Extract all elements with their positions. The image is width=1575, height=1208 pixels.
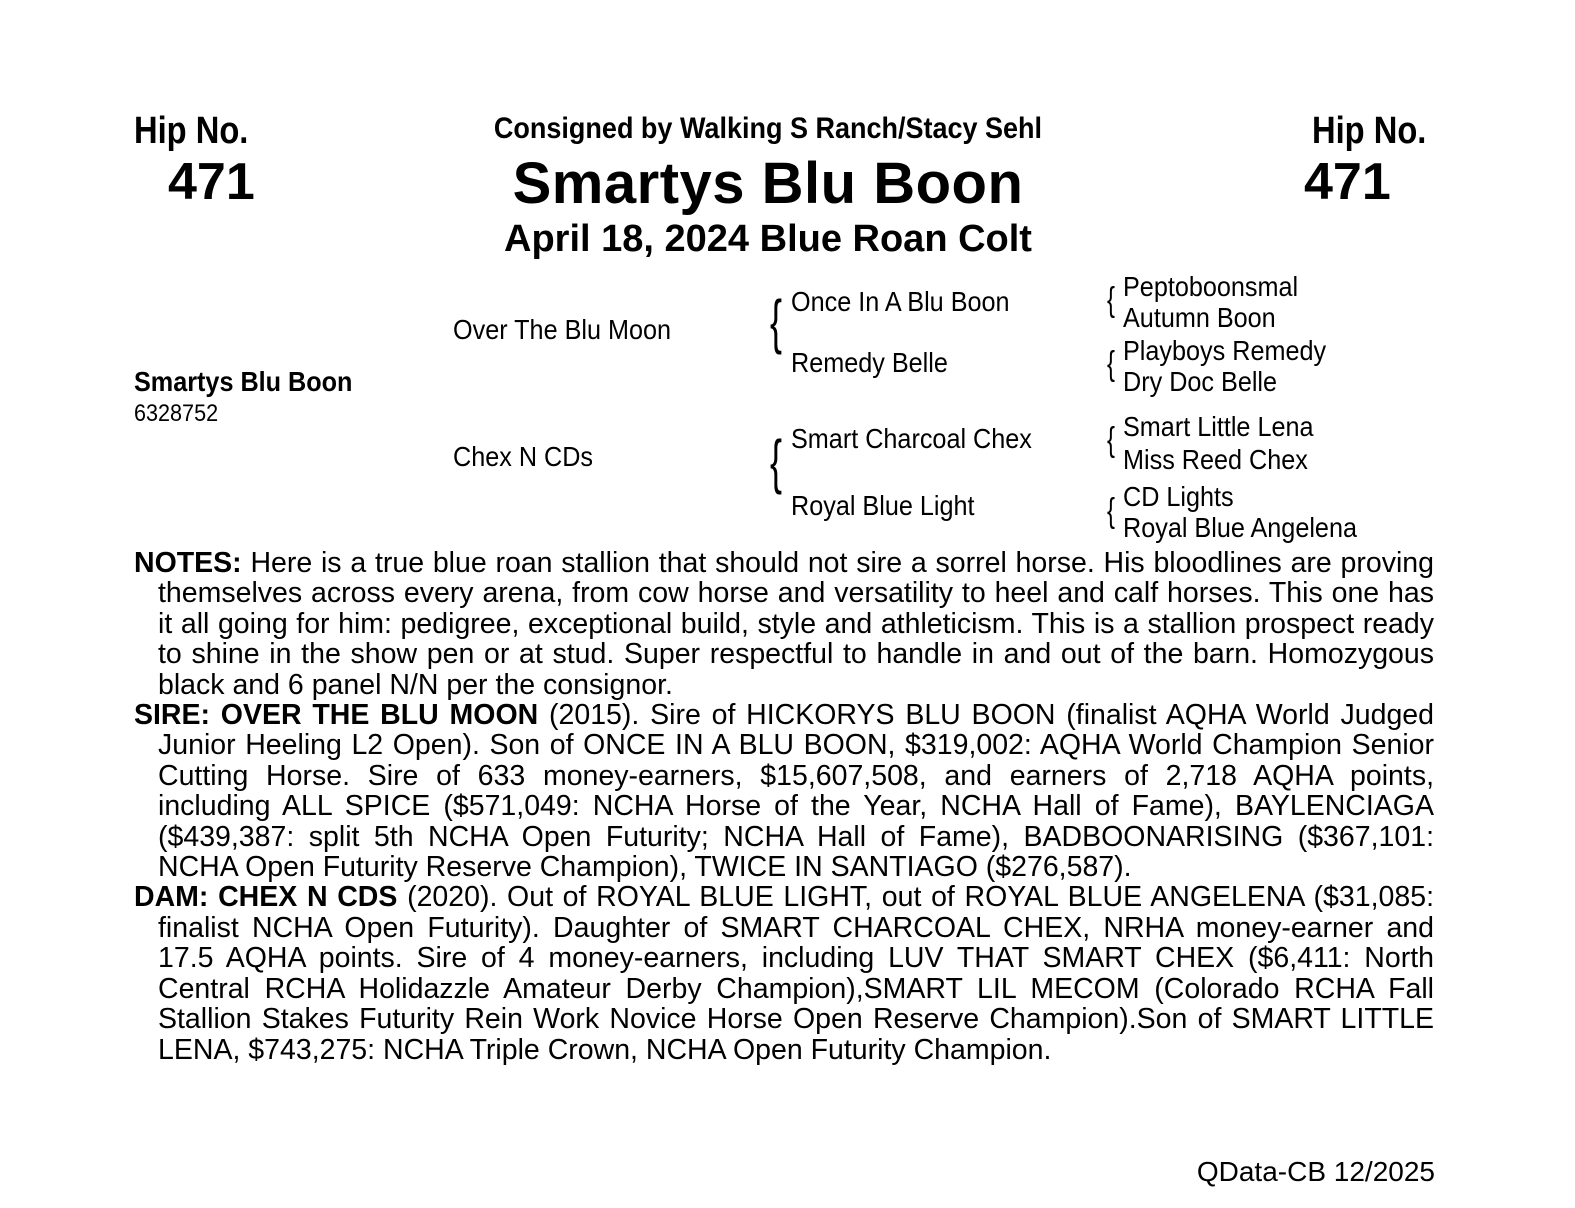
pedigree-sire: Over The Blu Moon	[453, 314, 672, 345]
notes-paragraph	[134, 548, 1434, 700]
hip-label-right: Hip No.	[1312, 110, 1427, 152]
data-source-footer: QData-CB 12/2025	[1196, 1156, 1435, 1187]
sire-paragraph	[134, 700, 1434, 882]
pedigree-ss-dam: Autumn Boon	[1123, 302, 1276, 333]
pedigree-ss-sire: Peptoboonsmal	[1123, 271, 1299, 302]
pedigree-dd-sire: CD Lights	[1123, 481, 1234, 512]
pedigree-sd-sire: Playboys Remedy	[1123, 335, 1327, 366]
pedigree-ds-sire: Smart Little Lena	[1123, 411, 1314, 442]
foaling-info: April 18, 2024 Blue Roan Colt	[504, 218, 1032, 260]
horse-name-title: Smartys Blu Boon	[512, 151, 1024, 216]
pedigree-subject-name: Smartys Blu Boon	[134, 366, 353, 397]
consignor-line: Consigned by Walking S Ranch/Stacy Sehl	[493, 112, 1043, 145]
notes-label: NOTES:	[134, 547, 242, 579]
catalog-notes	[134, 548, 1434, 1065]
pedigree-brace-dam: {	[770, 428, 783, 495]
sire-label: SIRE: OVER THE BLU MOON	[134, 699, 539, 732]
pedigree-sire-dam: Remedy Belle	[791, 347, 948, 378]
hip-number-left: 471	[168, 153, 255, 211]
pedigree-brace-dd: {	[1107, 492, 1115, 530]
dam-paragraph	[134, 882, 1434, 1064]
notes-text: Here is a true blue roan stallion that should not sire a sorrel horse. His bloodlines are proving themselves across every arena, from cow horse and versatility to heel and calf horses. This one has it all going for him: pedigree, exceptional build, style and athleticism. This is a stallion prospect ready to shine in the show pen or at stud. Super respectful to handle in and out of the barn. Homozygous black and 6 panel N/N per the consignor.	[158, 547, 1434, 701]
pedigree-brace-ds: {	[1107, 421, 1115, 459]
pedigree-ds-dam: Miss Reed Chex	[1123, 444, 1308, 475]
pedigree-sd-dam: Dry Doc Belle	[1123, 366, 1278, 397]
pedigree-dam: Chex N CDs	[453, 441, 594, 472]
pedigree-dam-dam: Royal Blue Light	[791, 490, 975, 521]
pedigree-dd-dam: Royal Blue Angelena	[1123, 512, 1357, 543]
dam-text: (2020). Out of ROYAL BLUE LIGHT, out of ROYAL BLUE ANGELENA ($31,085: finalist NCHA Open Futurity). Daughter of SMART CHARCOAL CHEX, NRHA money-earner and 17.5 AQHA points. Sire of 4 money-earners, including LUV THAT SMART CHEX ($6,411: North Central RCHA Holidazzle Amateur Derby Champion),SMART LIL MECOM (Colorado RCHA Fall Stallion Stakes Futurity Rein Work Novice Horse Open Reserve Champion).Son of SMART LITTLE LENA, $743,275: NCHA Triple Crown, NCHA Open Futurity Champion.	[158, 881, 1434, 1066]
pedigree-sire-sire: Once In A Blu Boon	[791, 286, 1010, 317]
pedigree-registration-number: 6328752	[134, 400, 219, 427]
pedigree-brace-sire: {	[770, 288, 783, 355]
dam-label: DAM: CHEX N CDS	[134, 881, 398, 914]
hip-label-left: Hip No.	[134, 110, 249, 152]
sire-text: (2015). Sire of HICKORYS BLU BOON (finalist AQHA World Judged Junior Heeling L2 Open). Son of ONCE IN A BLU BOON, $319,002: AQHA World Champion Senior Cutting Horse. Sire of 633 money-earners, $15,607,508, and earners of 2,718 AQHA points, including ALL SPICE ($571,049: NCHA Horse of the Year, NCHA Hall of Fame), BAYLENCIAGA ($439,387: split 5th NCHA Open Futurity; NCHA Hall of Fame), BADBOONARISING ($367,101: NCHA Open Futurity Reserve Champion), TWICE IN SANTIAGO ($276,587).	[158, 699, 1434, 884]
pedigree-dam-sire: Smart Charcoal Chex	[791, 423, 1032, 454]
hip-number-right: 471	[1304, 153, 1391, 211]
pedigree-brace-ss: {	[1107, 281, 1115, 319]
pedigree-brace-sd: {	[1107, 345, 1115, 383]
